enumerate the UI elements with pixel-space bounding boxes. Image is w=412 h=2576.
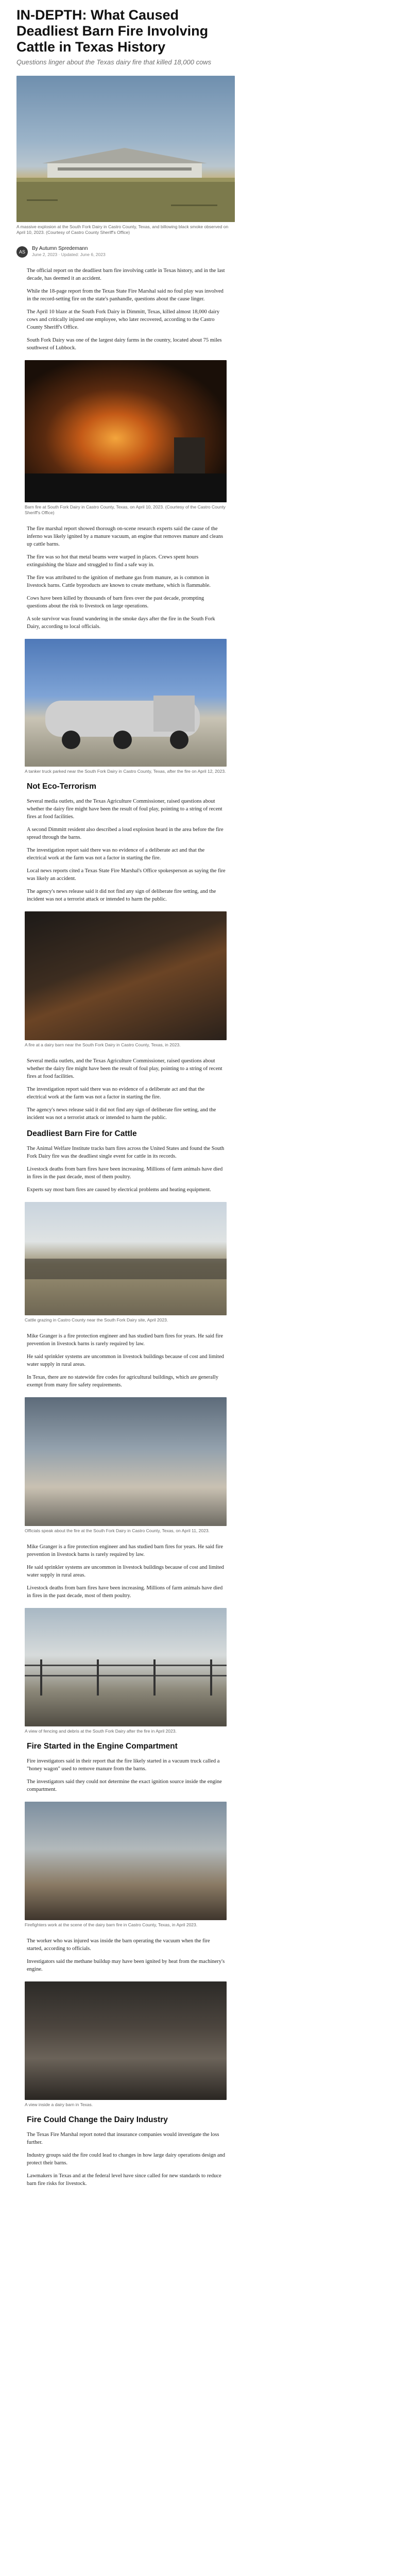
article-title: IN-DEPTH: What Caused Deadliest Barn Fire Involving Cattle in Texas History <box>16 7 209 55</box>
section-heading: Fire Could Change the Dairy Industry <box>27 2115 168 2124</box>
paragraph: The fire was so hot that metal beams were warped in places. Crews spent hours extinguishing the blaze and struggled to find a safe way in. <box>27 554 199 568</box>
paragraph: The fire was attributed to the ignition of methane gas from manure, as is common in livestock barns. Cattle byproducts are known to create methane, which is flammable. <box>27 575 211 588</box>
sheriff-caption: Officials speak about the fire at the South Fork Dairy in Castro County, Texas, on April 11, 2023. <box>25 1528 210 1533</box>
paragraph: Industry groups said the fire could lead to changes in how large dairy operations design and protect their barns. <box>27 2153 225 2166</box>
paragraph: A second Dimmitt resident also described a loud explosion heard in the area before the fire spread through the barns. <box>27 827 224 840</box>
sheriff-figure <box>25 1397 227 1534</box>
engine-text <box>27 1757 226 1793</box>
paragraph: The April 10 blaze at the South Fork Dairy in Dimmitt, Texas, killed almost 18,000 dairy cows and critically injured one employee, who later recovered, according to the Castro County Sheriff's Office. <box>27 309 220 330</box>
cattle-field-caption: Cattle grazing in Castro County near the South Fork Dairy site, April 2023. <box>25 1317 168 1323</box>
cattle-field-figure <box>25 1202 227 1323</box>
paragraph: He said sprinkler systems are uncommon in livestock buildings because of cost and limited water supply in rural areas. <box>27 1565 224 1578</box>
cattle-field-image <box>25 1202 227 1315</box>
sprinkler-text-2 <box>27 1543 226 1600</box>
hero-illustration <box>16 76 235 222</box>
paragraph: Local news reports cited a Texas State Fire Marshal's Office spokesperson as saying the fire was likely an accident. <box>27 868 226 882</box>
fence-figure <box>25 1608 227 1734</box>
paragraph: The investigators said they could not determine the exact ignition source inside the engine compartment. <box>27 1779 222 1792</box>
sheriff-image <box>25 1397 227 1526</box>
paragraph: The Texas Fire Marshal report noted that insurance companies would investigate the loss further. <box>27 2132 219 2145</box>
paragraph: Investigators said the methane buildup may have been ignited by heat from the machinery's engine. <box>27 1959 225 1972</box>
intro-text <box>27 267 226 352</box>
tanker-figure <box>25 639 227 774</box>
paragraph: Livestock deaths from barn fires have been increasing. Millions of farm animals have died in fires in the past decade, most of them poultry. <box>27 1166 223 1180</box>
barn-interior-image <box>25 1981 227 2100</box>
article-page <box>0 7 412 2576</box>
section-heading: Deadliest Barn Fire for Cattle <box>27 1129 137 1138</box>
section-heading: Fire Started in the Engine Compartment <box>27 1742 178 1751</box>
section-heading: Not Eco-Terrorism <box>27 782 96 791</box>
paragraph: The investigation report said there was no evidence of a deliberate act and that the electrical work at the farm was not a factor in starting the fire. <box>27 1087 205 1100</box>
dark-fire-figure <box>25 911 227 1048</box>
paragraph: The investigation report said there was no evidence of a deliberate act and that the electrical work at the farm was not a factor in starting the fire. <box>27 848 205 861</box>
firefighters-figure <box>25 1802 227 1928</box>
firefighters-caption: Firefighters work at the scene of the dairy barn fire in Castro County, Texas, in April 2023. <box>25 1922 198 1927</box>
paragraph: While the 18-page report from the Texas State Fire Marshal said no foul play was involved in the record-setting fire on the state's panhandle, questions about the cause linger. <box>27 289 224 302</box>
night-fire-image <box>25 360 227 502</box>
paragraph: The agency's news release said it did not find any sign of deliberate fire setting, and the incident was not a terrorist attack or intended to harm the public. <box>27 889 216 902</box>
paragraph: The official report on the deadliest barn fire involving cattle in Texas history, and in the last decade, has deemed it an accident. <box>27 268 225 281</box>
paragraph: South Fork Dairy was one of the largest dairy farms in the country, located about 75 miles southwest of Lubbock. <box>27 337 222 351</box>
paragraph: Livestock deaths from barn fires have been increasing. Millions of farm animals have died in fires in the past decade, most of them poultry. <box>27 1585 223 1599</box>
dark-fire-image <box>25 911 227 1040</box>
engine-text-2 <box>27 1937 226 1973</box>
paragraph: He said sprinkler systems are uncommon in livestock buildings because of cost and limited water supply in rural areas. <box>27 1354 224 1367</box>
sprinkler-text <box>27 1332 226 1389</box>
article-column <box>16 7 235 2188</box>
paragraph: The worker who was injured was inside the barn operating the vacuum when the fire started, according to officials. <box>27 1938 210 1952</box>
terrorism-text-2 <box>27 1057 226 1122</box>
paragraph: Several media outlets, and the Texas Agriculture Commissioner, raised questions about whether the dairy fire might have been the result of foul play, pointing to a string of recent fires at food facilities. <box>27 1058 222 1079</box>
fire-text <box>27 525 226 631</box>
paragraph: Mike Granger is a fire protection engineer and has studied barn fires for years. He said fire prevention in livestock barns is rarely required by law. <box>27 1333 224 1347</box>
tanker-image <box>25 639 227 767</box>
firefighters-image <box>25 1802 227 1920</box>
paragraph: Several media outlets, and the Texas Agriculture Commissioner, raised questions about whether the dairy fire might have been the result of foul play, pointing to a string of recent fires at food facilities. <box>27 799 222 820</box>
paragraph: Fire investigators said in their report that the fire likely started in a vacuum truck called a "honey wagon" used to remove manure from the barns. <box>27 1758 220 1772</box>
paragraph: The Animal Welfare Institute tracks barn fires across the United States and found the South Fork Dairy fire was the deadliest single event for cattle in its records. <box>27 1146 225 1159</box>
author-avatar[interactable]: AS <box>16 246 28 258</box>
dairy-text <box>27 2131 226 2188</box>
paragraph: The agency's news release said it did not find any sign of deliberate fire setting, and the incident was not a terrorist attack or intended to harm the public. <box>27 1107 216 1121</box>
paragraph: A sole survivor was found wandering in the smoke days after the fire in the South Fork Dairy, according to local officials. <box>27 616 215 630</box>
terrorism-text <box>27 798 226 903</box>
paragraph: Mike Granger is a fire protection engineer and has studied barn fires for years. He said fire prevention in livestock barns is rarely required by law. <box>27 1544 224 1557</box>
paragraph: Experts say most barn fires are caused by electrical problems and heating equipment. <box>27 1187 211 1193</box>
fence-image <box>25 1608 227 1726</box>
author-name[interactable]: By Autumn Spredemann <box>32 246 88 251</box>
publish-date: June 2, 2023 · Updated: June 6, 2023 <box>32 252 106 257</box>
byline <box>16 246 235 258</box>
hero-image <box>16 76 235 222</box>
night-fire-caption: Barn fire at South Fork Dairy in Castro County, Texas, on April 10, 2023. (Courtesy of the Castro County Sheriff's Office) <box>25 504 226 515</box>
tanker-caption: A tanker truck parked near the South Fork Dairy in Castro County, Texas, after the fire on April 12, 2023. <box>25 769 226 774</box>
paragraph: In Texas, there are no statewide fire codes for agricultural buildings, which are generally exempt from many fire safety requirements. <box>27 1375 218 1388</box>
barn-interior-figure <box>25 1981 227 2108</box>
fence-caption: A view of fencing and debris at the South Fork Dairy after the fire in April 2023. <box>25 1728 177 1734</box>
dark-fire-caption: A fire at a dairy barn near the South Fork Dairy in Castro County, Texas, in 2023. <box>25 1042 181 1047</box>
animals-text <box>27 1145 226 1194</box>
night-fire-figure <box>25 360 227 516</box>
paragraph: Cows have been killed by thousands of barn fires over the past decade, prompting questions about the risk to livestock on large operations. <box>27 596 204 609</box>
article-subtitle: Questions linger about the Texas dairy fire that killed 18,000 cows <box>16 58 212 66</box>
barn-interior-caption: A view inside a dairy barn in Texas. <box>25 2102 93 2107</box>
hero-caption: A massive explosion at the South Fork Dairy in Castro County, Texas, and billowing black smoke observed on April 10, 2023. (Courtesy of Castro County Sheriff's Office) <box>16 224 229 235</box>
paragraph: The fire marshal report showed thorough on-scene research experts said the cause of the inferno was likely ignited by a manure vacuum, an engine that removes manure and cleans up cattle barns. <box>27 526 224 547</box>
paragraph: Lawmakers in Texas and at the federal level have since called for new standards to reduce barn fire risks for livestock. <box>27 2173 221 2187</box>
